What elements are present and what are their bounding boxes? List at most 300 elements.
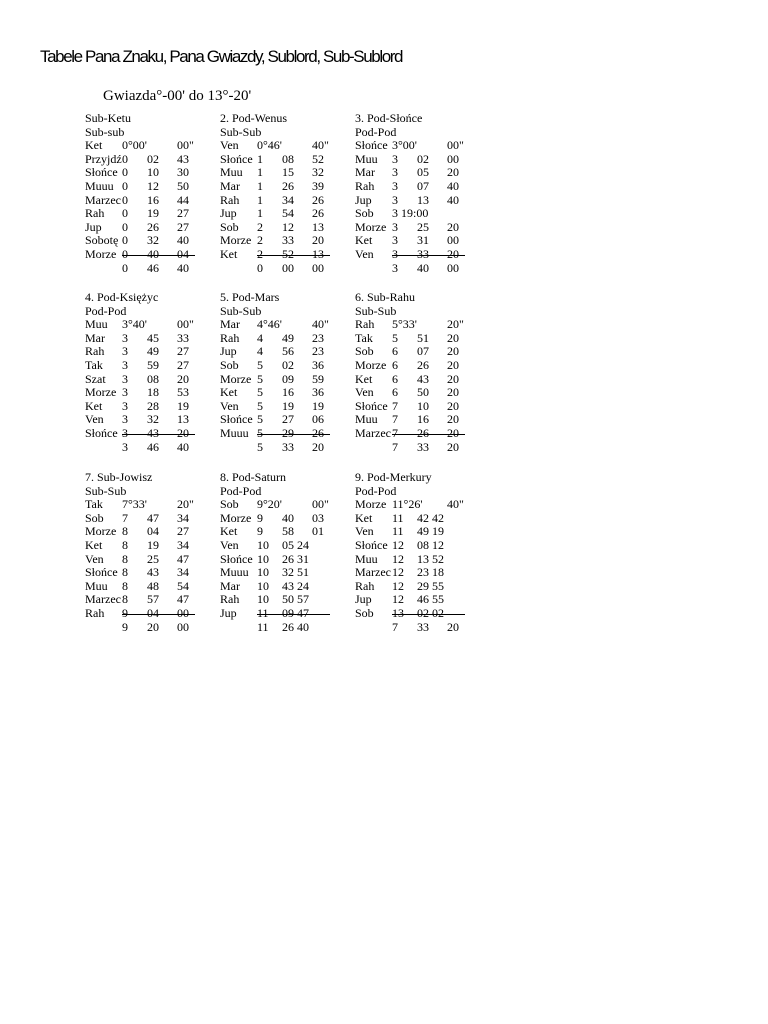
table-row [85, 525, 213, 539]
table-subheading: Sub-Sub [85, 483, 127, 498]
minute-cell: 19 [147, 537, 159, 552]
degree-cell: 3 [392, 178, 398, 193]
table-row [220, 386, 348, 400]
second-cell: 43 [177, 151, 189, 166]
planet-cell: Słońce [220, 551, 253, 566]
degree-cell: 5 [257, 385, 263, 400]
start-degree: 0°00' [122, 138, 147, 153]
table-row [85, 386, 213, 400]
table-row [355, 262, 483, 276]
degree-cell: 3 [122, 425, 128, 440]
table-row [85, 413, 213, 427]
start-seconds: 20" [177, 497, 194, 512]
minute-cell: 58 [282, 524, 294, 539]
table-row [85, 166, 213, 180]
minute-cell: 46 [147, 260, 159, 275]
planet-cell: Ket [220, 385, 238, 400]
table-row [85, 248, 213, 262]
minute-cell: 48 [147, 578, 159, 593]
planet-cell: Rah [220, 192, 240, 207]
table-row [220, 525, 348, 539]
table-row [355, 593, 483, 607]
table-row [85, 580, 213, 594]
planet-cell: Jup [355, 192, 372, 207]
planet-cell: Ket [355, 510, 373, 525]
start-planet: Tak [85, 497, 103, 512]
planet-cell: Ket [85, 398, 103, 413]
second-cell: 01 [312, 524, 324, 539]
minute-cell: 09 [282, 371, 294, 386]
degree-cell: 3 [122, 439, 128, 454]
planet-cell: Muuu [85, 178, 114, 193]
minute-cell: 46 [147, 439, 159, 454]
minute-cell: 12 [282, 219, 294, 234]
planet-cell: Słońce [355, 537, 388, 552]
table-row [220, 194, 348, 208]
table-heading: 5. Pod-Mars [220, 290, 280, 304]
minute-cell: 02 [147, 151, 159, 166]
start-planet: Słońce [355, 138, 388, 153]
start-seconds: 40" [312, 317, 329, 332]
degree-cell: 6 [392, 344, 398, 359]
minute-cell: 08 12 [417, 537, 444, 552]
second-cell: 26 [312, 192, 324, 207]
minute-cell: 32 51 [282, 565, 309, 580]
minute-cell: 13 52 [417, 551, 444, 566]
table-start-row [355, 498, 483, 512]
minute-cell: 43 [147, 565, 159, 580]
second-cell: 20 [447, 412, 459, 427]
document-subtitle: Gwiazda°-00' do 13°-20' [103, 88, 252, 104]
degree-cell: 8 [122, 565, 128, 580]
planet-cell: Ven [220, 537, 239, 552]
table-row [355, 607, 483, 621]
planet-cell: Tak [355, 330, 373, 345]
minute-cell: 59 [147, 357, 159, 372]
degree-cell: 0 [122, 246, 128, 261]
minute-cell: 25 [147, 551, 159, 566]
minute-cell: 26 40 [282, 619, 309, 634]
table-9 [355, 471, 483, 634]
planet-cell: Słońce [220, 151, 253, 166]
minute-cell: 16 [417, 412, 429, 427]
second-cell: 00 [177, 605, 189, 620]
planet-cell: Morze [85, 246, 117, 261]
table-row [355, 621, 483, 635]
table-6 [355, 291, 483, 454]
degree-cell: 12 [392, 578, 404, 593]
degree-cell: 3 [122, 412, 128, 427]
start-planet: Rah [355, 317, 375, 332]
planet-cell: Morze [220, 510, 252, 525]
table-4 [85, 291, 213, 454]
minute-cell: 33 [417, 439, 429, 454]
degree-cell: 6 [392, 357, 398, 372]
start-planet: Sob [220, 497, 239, 512]
planet-cell: Słońce [85, 425, 118, 440]
table-row [220, 539, 348, 553]
planet-cell: Muu [220, 165, 243, 180]
second-cell: 40 [447, 178, 459, 193]
planet-cell: Rah [220, 592, 240, 607]
table-row [355, 553, 483, 567]
minute-cell: 16 [147, 192, 159, 207]
minute-cell: 32 [147, 412, 159, 427]
table-subheading: Sub-sub [85, 124, 125, 139]
table-heading: 6. Sub-Rahu [355, 290, 415, 304]
second-cell: 19 [312, 398, 324, 413]
second-cell: 20 [177, 425, 189, 440]
second-cell: 27 [177, 206, 189, 221]
second-cell: 00 [447, 233, 459, 248]
minute-cell: 04 [147, 524, 159, 539]
degree-cell: 5 [392, 330, 398, 345]
degree-cell: 3 [122, 344, 128, 359]
second-cell: 13 [312, 246, 324, 261]
minute-cell: 08 [147, 371, 159, 386]
minute-cell: 19 [147, 206, 159, 221]
table-heading: 9. Pod-Merkury [355, 470, 432, 484]
table-row [220, 553, 348, 567]
degree-cell: 3 [392, 246, 398, 261]
second-cell: 20 [447, 439, 459, 454]
degree-cell: 0 [257, 260, 263, 275]
degree-cell: 11 [257, 605, 269, 620]
planet-cell: Morze [355, 219, 387, 234]
minute-cell: 26 [417, 357, 429, 372]
minute-cell: 46 55 [417, 592, 444, 607]
start-seconds: 00" [312, 497, 329, 512]
minute-cell: 28 [147, 398, 159, 413]
table-row [355, 359, 483, 373]
table-row [85, 332, 213, 346]
degree-cell: 10 [257, 537, 269, 552]
minute-cell: 10 [147, 165, 159, 180]
degree-cell: 9 [257, 510, 263, 525]
table-row [85, 207, 213, 221]
planet-cell: Ven [220, 398, 239, 413]
minute-cell: 42 42 [417, 510, 444, 525]
minute-cell: 19 [282, 398, 294, 413]
second-cell: 19 [177, 398, 189, 413]
start-seconds: 00" [177, 138, 194, 153]
degree-cell: 0 [122, 178, 128, 193]
planet-cell: Morze [355, 357, 387, 372]
minute-cell: 12 [147, 178, 159, 193]
table-start-row [85, 498, 213, 512]
second-cell: 23 [312, 344, 324, 359]
planet-cell: Muu [355, 151, 378, 166]
minute-cell: 33 [282, 439, 294, 454]
second-cell: 20 [447, 385, 459, 400]
degree-cell: 1 [257, 178, 263, 193]
start-degree: 11°26' [392, 497, 423, 512]
degree-cell: 0 [122, 151, 128, 166]
table-row [85, 180, 213, 194]
table-row [85, 427, 213, 441]
second-cell: 40 [177, 233, 189, 248]
table-row [355, 221, 483, 235]
planet-cell: Mar [220, 578, 240, 593]
second-cell: 40 [447, 192, 459, 207]
table-row [355, 386, 483, 400]
start-degree: 3°00' [392, 138, 417, 153]
second-cell: 26 [312, 425, 324, 440]
degree-cell: 3 [392, 165, 398, 180]
table-row [220, 234, 348, 248]
table-row [220, 262, 348, 276]
degree-cell: 11 [392, 510, 404, 525]
planet-cell: Rah [85, 344, 105, 359]
table-subheading: Sub-Sub [355, 303, 397, 318]
minute-cell: 23 18 [417, 565, 444, 580]
table-start-row [355, 318, 483, 332]
planet-cell: Ven [355, 524, 374, 539]
degree-cell: 12 [392, 551, 404, 566]
table-row [85, 234, 213, 248]
start-planet: Muu [85, 317, 108, 332]
planet-cell: Tak [85, 357, 103, 372]
second-cell: 32 [312, 165, 324, 180]
second-cell: 34 [177, 565, 189, 580]
start-seconds: 20" [447, 317, 464, 332]
planet-cell: Ket [355, 233, 373, 248]
minute-cell: 52 [282, 246, 294, 261]
table-row [220, 359, 348, 373]
table-row [85, 400, 213, 414]
second-cell: 26 [312, 206, 324, 221]
planet-cell: Ket [355, 371, 373, 386]
table-row [355, 180, 483, 194]
second-cell: 06 [312, 412, 324, 427]
minute-cell: 54 [282, 206, 294, 221]
start-seconds: 40" [447, 497, 464, 512]
minute-cell: 02 [417, 151, 429, 166]
degree-cell: 3 [122, 398, 128, 413]
planet-cell: Sobotę [85, 233, 119, 248]
second-cell: 27 [177, 357, 189, 372]
second-cell: 20 [447, 344, 459, 359]
table-row [85, 262, 213, 276]
table-row [355, 373, 483, 387]
second-cell: 52 [312, 151, 324, 166]
minute-cell: 26 [147, 219, 159, 234]
second-cell: 20 [447, 246, 459, 261]
minute-cell: 51 [417, 330, 429, 345]
degree-cell: 9 [122, 605, 128, 620]
table-row [85, 553, 213, 567]
planet-cell: Rah [355, 178, 375, 193]
minute-cell: 15 [282, 165, 294, 180]
degree-cell: 7 [392, 412, 398, 427]
minute-cell: 26 [417, 425, 429, 440]
degree-cell: 1 [257, 206, 263, 221]
second-cell: 53 [177, 385, 189, 400]
table-start-row [355, 139, 483, 153]
degree-cell: 12 [392, 592, 404, 607]
minute-cell: 49 19 [417, 524, 444, 539]
start-planet: Ven [220, 138, 239, 153]
minute-cell: 29 [282, 425, 294, 440]
table-row [85, 441, 213, 455]
degree-cell: 3 [392, 192, 398, 207]
degree-cell: 3 [122, 357, 128, 372]
degree-cell: 3 [392, 233, 398, 248]
minute-cell: 08 [282, 151, 294, 166]
table-row [355, 248, 483, 262]
degree-cell: 1 [257, 151, 263, 166]
second-cell: 20 [312, 233, 324, 248]
planet-cell: Ket [85, 537, 103, 552]
table-row [220, 180, 348, 194]
minute-cell: 40 [417, 260, 429, 275]
planet-cell: Szat [85, 371, 106, 386]
minute-cell: 43 [147, 425, 159, 440]
minute-cell: 40 [282, 510, 294, 525]
table-start-row [85, 139, 213, 153]
planet-cell: Słońce [85, 165, 118, 180]
degree-cell: 5 [257, 439, 263, 454]
table-row [220, 566, 348, 580]
table-row [220, 207, 348, 221]
start-planet: Morze [355, 497, 387, 512]
table-row [220, 166, 348, 180]
table-row [355, 207, 483, 221]
planet-cell: Marzec [85, 192, 121, 207]
planet-cell: Słońce [220, 412, 253, 427]
minute-cell: 50 57 [282, 592, 309, 607]
second-cell: 54 [177, 578, 189, 593]
minute-cell: 50 [417, 385, 429, 400]
start-degree: 7°33' [122, 497, 147, 512]
planet-cell: Mar [85, 330, 105, 345]
planet-cell: Ven [355, 385, 374, 400]
minute-cell: 05 [417, 165, 429, 180]
table-subheading: Sub-Sub [220, 303, 262, 318]
degree-cell: 10 [257, 551, 269, 566]
table-row [85, 539, 213, 553]
start-seconds: 00" [447, 138, 464, 153]
table-row [220, 593, 348, 607]
table-row [85, 153, 213, 167]
degree-cell: 5 [257, 412, 263, 427]
table-row [220, 332, 348, 346]
degree-cell: 0 [122, 233, 128, 248]
table-subheading: Pod-Pod [355, 124, 397, 139]
second-cell: 00 [312, 260, 324, 275]
table-heading: Sub-Ketu [85, 111, 131, 125]
minute-cell: 31 [417, 233, 429, 248]
second-cell: 34 [177, 537, 189, 552]
table-row [355, 332, 483, 346]
planet-cell: Morze [85, 524, 117, 539]
second-cell: 47 [177, 551, 189, 566]
degree-cell: 5 [257, 398, 263, 413]
table-row [85, 621, 213, 635]
minute-cell: 43 24 [282, 578, 309, 593]
second-cell: 40 [177, 260, 189, 275]
planet-cell: Sob [220, 219, 239, 234]
minute-cell: 27 [282, 412, 294, 427]
second-cell: 20 [447, 425, 459, 440]
table-row [355, 153, 483, 167]
second-cell: 13 [177, 412, 189, 427]
degree-cell: 12 [392, 565, 404, 580]
planet-cell: Słońce [85, 565, 118, 580]
table-row [220, 221, 348, 235]
degree-cell: 0 [122, 192, 128, 207]
second-cell: 30 [177, 165, 189, 180]
table-subheading: Sub-Sub [220, 124, 262, 139]
second-cell: 20 [447, 398, 459, 413]
planet-cell: Morze [220, 233, 252, 248]
table-subheading: Pod-Pod [85, 303, 127, 318]
planet-cell: Sob [220, 357, 239, 372]
start-degree: 0°46' [257, 138, 282, 153]
degree-cell: 6 [392, 385, 398, 400]
table-2 [220, 112, 348, 275]
second-cell: 40 [177, 439, 189, 454]
degree-cell: 2 [257, 233, 263, 248]
table-start-row [85, 318, 213, 332]
planet-cell: Słońce [355, 398, 388, 413]
table-subheading: Pod-Pod [220, 483, 262, 498]
table-heading: 3. Pod-Słońce [355, 111, 423, 125]
degree-cell: 0 [122, 260, 128, 275]
planet-cell: Morze [220, 371, 252, 386]
table-row [355, 512, 483, 526]
table-row [220, 621, 348, 635]
table-heading: 4. Pod-Księżyc [85, 290, 159, 304]
planet-cell: Ven [85, 412, 104, 427]
start-seconds: 40" [312, 138, 329, 153]
second-cell: 59 [312, 371, 324, 386]
table-row [85, 345, 213, 359]
degree-cell: 10 [257, 578, 269, 593]
start-seconds: 00" [177, 317, 194, 332]
second-cell: 20 [447, 165, 459, 180]
table-row [355, 525, 483, 539]
table-start-row [220, 498, 348, 512]
table-row [220, 607, 348, 621]
table-heading: 2. Pod-Wenus [220, 111, 288, 125]
degree-cell: 0 [122, 219, 128, 234]
degree-cell: 7 [392, 439, 398, 454]
second-cell: 20 [177, 371, 189, 386]
second-cell: 50 [177, 178, 189, 193]
minute-cell: 29 55 [417, 578, 444, 593]
planet-cell: Mar [220, 178, 240, 193]
second-cell: 20 [447, 330, 459, 345]
planet-cell: Jup [85, 219, 102, 234]
second-cell: 00 [447, 151, 459, 166]
table-7 [85, 471, 213, 634]
second-cell: 47 [177, 592, 189, 607]
start-degree: 4°46' [257, 317, 282, 332]
table-row [220, 580, 348, 594]
table-row [355, 345, 483, 359]
planet-cell: Sob [355, 605, 374, 620]
second-cell: 00 [447, 260, 459, 275]
minute-cell: 13 [417, 192, 429, 207]
degree-cell: 9 [122, 619, 128, 634]
planet-cell: Muu [355, 551, 378, 566]
planet-cell: Ven [85, 551, 104, 566]
minute-cell: 10 [417, 398, 429, 413]
table-row [85, 566, 213, 580]
minute-cell: 49 [147, 344, 159, 359]
degree-cell: 9 [257, 524, 263, 539]
